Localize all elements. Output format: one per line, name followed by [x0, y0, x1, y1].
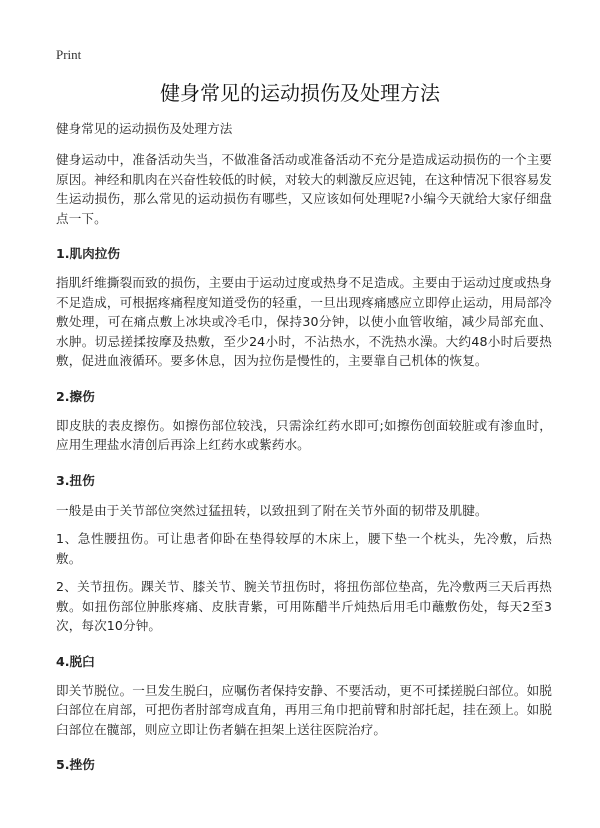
print-link[interactable]: Print — [56, 47, 82, 62]
section-heading-muscle-strain: 1.肌肉拉伤 — [56, 246, 120, 261]
section-heading-contusion: 5.挫伤 — [56, 757, 95, 772]
article-body — [56, 150, 552, 774]
section-paragraph: 1、急性腰扭伤。可让患者仰卧在垫得较厚的木床上，腰下垫一个枕头，先冷敷，后热敷。 — [56, 531, 552, 566]
section-heading-abrasion: 2.擦伤 — [56, 388, 95, 404]
section-paragraph: 即关节脱位。一旦发生脱臼，应嘱伤者保持安静、不要活动，更不可揉搓脱臼部位。如脱臼部位在肩部，可把伤者肘部弯成直角，再用三角巾把前臂和肘部托起，挂在颈上。如脱臼部位在髋部，则应立即让伤者躺在担架上送往医院治疗。 — [56, 682, 552, 737]
article-subtitle: 健身常见的运动损伤及处理方法 — [56, 121, 233, 136]
section-paragraph: 2、关节扭伤。踝关节、膝关节、腕关节扭伤时，将扭伤部位垫高，先冷敷两三天后再热敷。如扭伤部位肿胀疼痛、皮肤青紫，可用陈醋半斤炖热后用毛巾蘸敷伤处，每天2至3次，每次10分钟。 — [56, 579, 552, 633]
section-paragraph: 指肌纤维撕裂而致的损伤，主要由于运动过度或热身不足造成。主要由于运动过度或热身不足造成，可根据疼痛程度知道受伤的轻重，一旦出现疼痛感应立即停止运动，用局部冷敷处理，可在痛点敷上冰块或冷毛巾，保持30分钟，以使小血管收缩，减少局部充血、水肿。切忌搓揉按摩及热敷，至少24小时，不沾热水，不洗热水澡。大约48小时后要热敷，促进血液循环。要多休息，因为拉伤是慢性的，主要靠自己机体的恢复。 — [56, 275, 552, 368]
section-paragraph: 一般是由于关节部位突然过猛扭转，以致扭到了附在关节外面的韧带及肌腱。 — [56, 502, 488, 518]
section-paragraph: 即皮肤的表皮擦伤。如擦伤部位较浅，只需涂红药水即可;如擦伤创面较脏或有渗血时，应用生理盐水清创后再涂上红药水或紫药水。 — [56, 417, 552, 452]
page-title: 健身常见的运动损伤及处理方法 — [160, 81, 440, 105]
section-heading-dislocation: 4.脱臼 — [56, 653, 95, 669]
intro-paragraph: 健身运动中，准备活动失当，不做准备活动或准备活动不充分是造成运动损伤的一个主要原因。神经和肌肉在兴奋性较低的时候，对较大的刺激反应迟钝，在这种情况下很容易发生运动损伤，那么常见的运动损伤有哪些，又应该如何处理呢?小编今天就给大家仔细盘点一下。 — [56, 152, 552, 226]
section-heading-sprain: 3.扭伤 — [56, 472, 95, 488]
